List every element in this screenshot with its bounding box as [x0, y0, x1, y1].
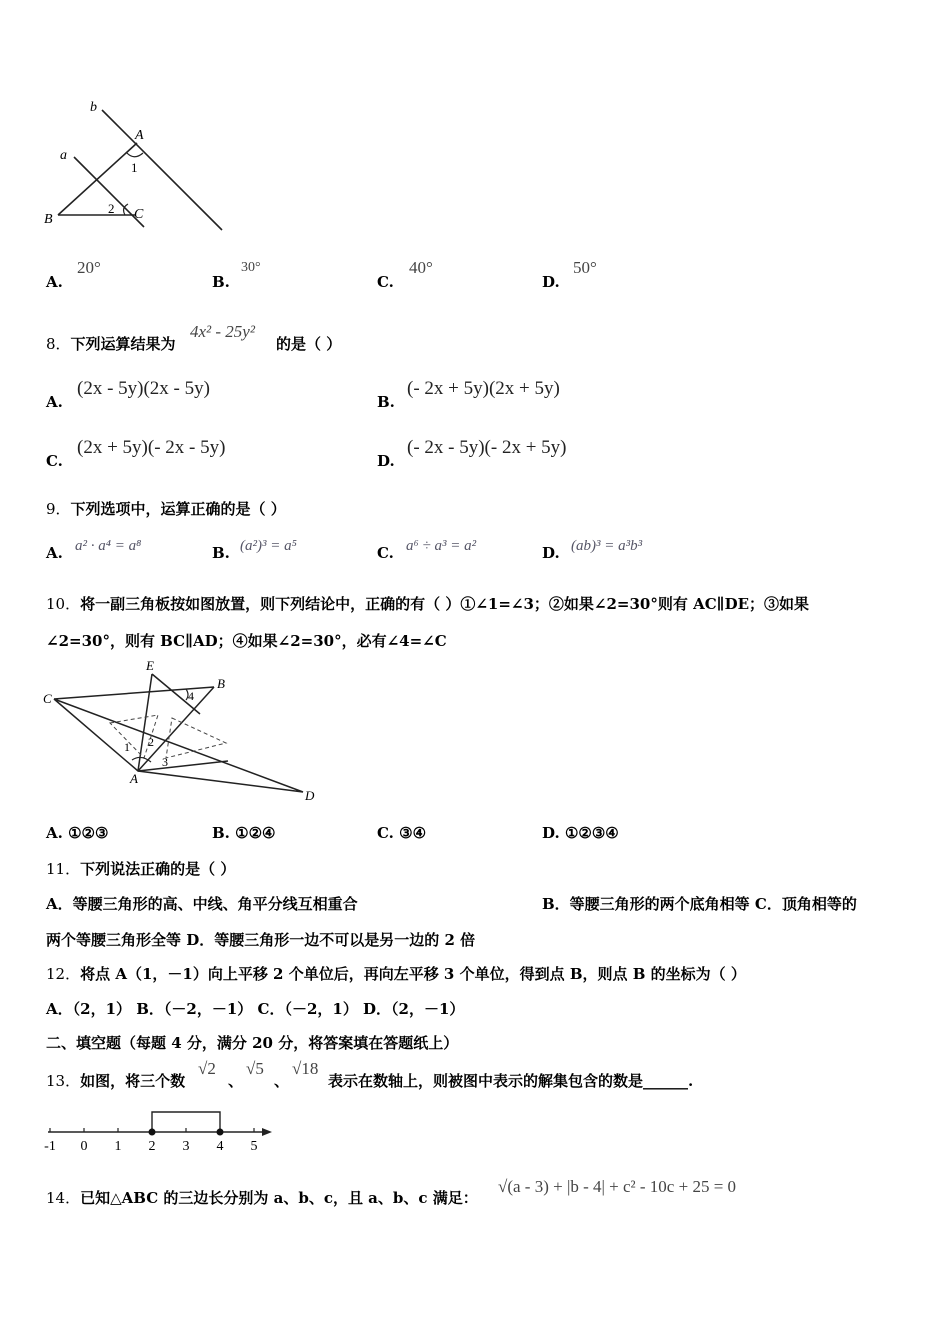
q13-stem-pre: [46, 1070, 185, 1091]
q8-option-c-expr: (2x + 5y)(- 2x - 5y): [77, 437, 226, 458]
q8-pre: 下列运算结果为: [70, 335, 176, 353]
q8-option-a-expr: (2x - 5y)(2x - 5y): [77, 378, 210, 399]
q13-root-18: √18: [292, 1059, 319, 1078]
q7-option-c-value: 40°: [409, 258, 433, 277]
option-letter: A.: [46, 273, 63, 291]
q9-stem: [46, 498, 286, 519]
axis-tick-label: 3: [182, 1139, 190, 1154]
label-C: C: [134, 207, 144, 222]
axis-arrow-icon: [262, 1128, 272, 1136]
q13-separator-1: 、: [228, 1072, 244, 1090]
q13-number-line: [40, 1102, 280, 1157]
q9-option-c-expr: a⁶ ÷ a³ = a²: [406, 538, 477, 554]
axis-tick-label: -1: [44, 1139, 56, 1154]
segment-AB: [138, 687, 214, 771]
q8-stem: [46, 333, 176, 354]
q10-stem-line1: [46, 593, 809, 614]
segment-AF: [138, 761, 228, 771]
section-2-heading: 二、填空题（每题 4 分，满分 20 分，将答案填在答题纸上）: [46, 1034, 459, 1052]
q10-option-c: [377, 824, 426, 842]
q9-text: 下列选项中，运算正确的是（ ）: [70, 500, 286, 518]
q7-geometry-figure: [40, 95, 240, 240]
label-2: 2: [148, 735, 154, 749]
q13-number: 13．: [46, 1072, 81, 1090]
q11-stem: [46, 858, 235, 879]
q13-pre: 如图，将三个数: [80, 1072, 186, 1090]
option-letter: C.: [377, 824, 394, 842]
axis-tick-labels: [44, 1139, 257, 1154]
q10-stem-line2: ∠2=30°，则有 BC∥AD；④如果∠2=30°，必有∠4=∠C: [46, 632, 447, 650]
q9-option-d-expr: (ab)³ = a³b³: [571, 538, 643, 554]
q9-option-a-expr: a² · a⁴ = a⁸: [75, 538, 142, 554]
q7-option-a: [46, 273, 63, 291]
option-letter: D.: [542, 273, 560, 291]
q7-option-c: [377, 273, 394, 291]
axis-tick-label: 5: [250, 1139, 258, 1154]
option-value: ①②③: [68, 824, 109, 842]
q9-option-a-letter: A.: [46, 544, 63, 562]
q11-text: 下列说法正确的是（ ）: [80, 860, 236, 878]
segment-BA: [58, 143, 137, 215]
q7-option-b-value: 30°: [241, 260, 261, 275]
q8-option-d-expr: (- 2x - 5y)(- 2x + 5y): [407, 437, 567, 458]
q11-number: 11．: [46, 860, 81, 878]
q8-option-b-expr: (- 2x + 5y)(2x + 5y): [407, 378, 560, 399]
option-letter: A.: [46, 824, 63, 842]
label-B: B: [217, 676, 225, 691]
triangle-ACD-outline: [54, 699, 303, 792]
q10-option-a: [46, 824, 108, 842]
label-1: 1: [124, 740, 130, 754]
label-b: b: [90, 100, 97, 115]
axis-tick-label: 4: [216, 1139, 224, 1154]
q9-option-b-letter: B.: [212, 544, 230, 562]
option-value: ①②③④: [564, 824, 619, 842]
axis-tick-label: 2: [148, 1139, 156, 1154]
label-4: 4: [188, 689, 194, 703]
label-D: D: [305, 788, 315, 803]
option-letter: B.: [212, 273, 230, 291]
q10-triangle-figure: [40, 658, 330, 806]
q9-option-c-letter: C.: [377, 544, 394, 562]
q10-option-b: [212, 824, 275, 842]
q11-option-bc: B．等腰三角形的两个底角相等 C．顶角相等的: [542, 895, 857, 913]
angle-arc-A: [132, 757, 151, 762]
interval-left-endpoint: [149, 1129, 156, 1136]
option-letter: B.: [212, 824, 230, 842]
q8-post: 的是（ ）: [276, 335, 342, 353]
q14-stem: [46, 1187, 478, 1208]
q12-options: A．（2，1） B．（－2，－1） C．（－2，1） D．（2，－1）: [46, 1000, 465, 1018]
q8-option-c-letter: C.: [46, 452, 63, 470]
label-2: 2: [108, 201, 115, 216]
q12-stem: [46, 963, 746, 984]
angle-1-arc: [126, 152, 143, 157]
q7-option-d-value: 50°: [573, 258, 597, 277]
q14-condition-expression: √(a - 3) + |b - 4| + c² - 10c + 25 = 0: [498, 1177, 737, 1196]
q14-number: 14．: [46, 1189, 81, 1207]
q7-option-d: [542, 273, 560, 291]
q13-root-2: √2: [198, 1059, 216, 1078]
interval-right-endpoint: [217, 1129, 224, 1136]
axis-tick-label: 0: [80, 1139, 88, 1154]
q9-option-b-expr: (a²)³ = a⁵: [240, 538, 297, 554]
q13-root-5: √5: [246, 1059, 264, 1078]
q9-option-d-letter: D.: [542, 544, 560, 562]
label-a: a: [60, 148, 67, 163]
q10-option-d: [542, 824, 619, 842]
q8-option-a-letter: A.: [46, 393, 63, 411]
q9-number: 9．: [46, 500, 71, 518]
q13-stem-post: 表示在数轴上，则被图中表示的解集包含的数是______.: [328, 1072, 694, 1090]
q7-option-a-value: 20°: [77, 258, 101, 277]
label-1: 1: [131, 160, 138, 175]
q11-option-a: A．等腰三角形的高、中线、角平分线互相重合: [46, 895, 358, 913]
q8-number: 8．: [46, 335, 71, 353]
q10-number: 10．: [46, 595, 81, 613]
option-value: ③④: [399, 824, 427, 842]
q10-line1: 将一副三角板按如图放置，则下列结论中，正确的有（ ）①∠1=∠3；②如果∠2=30°则有 AC∥DE；③如果: [80, 595, 810, 613]
option-letter: D.: [542, 824, 560, 842]
label-A: A: [135, 128, 144, 143]
line-b: [102, 110, 222, 230]
axis-tick-label: 1: [114, 1139, 122, 1154]
label-3: 3: [162, 755, 168, 769]
q14-text: 已知△ABC 的三边长分别为 a、b、c，且 a、b、c 满足：: [80, 1189, 478, 1207]
q8-option-d-letter: D.: [377, 452, 395, 470]
q12-number: 12．: [46, 965, 81, 983]
label-E: E: [146, 658, 154, 673]
q8-option-b-letter: B.: [377, 393, 395, 411]
option-value: ①②④: [235, 824, 276, 842]
label-A: A: [130, 771, 138, 786]
q13-separator-2: 、: [274, 1072, 290, 1090]
q12-text: 将点 A（1，－1）向上平移 2 个单位后，再向左平移 3 个单位，得到点 B，则点 B 的坐标为（ ）: [80, 965, 746, 983]
option-letter: C.: [377, 273, 394, 291]
label-C: C: [43, 691, 52, 706]
q11-line3: 两个等腰三角形全等 D．等腰三角形一边不可以是另一边的 2 倍: [46, 931, 476, 949]
q8-target-expression: 4x² - 25y²: [190, 322, 255, 341]
q7-option-b: [212, 273, 230, 291]
label-B: B: [44, 212, 53, 227]
